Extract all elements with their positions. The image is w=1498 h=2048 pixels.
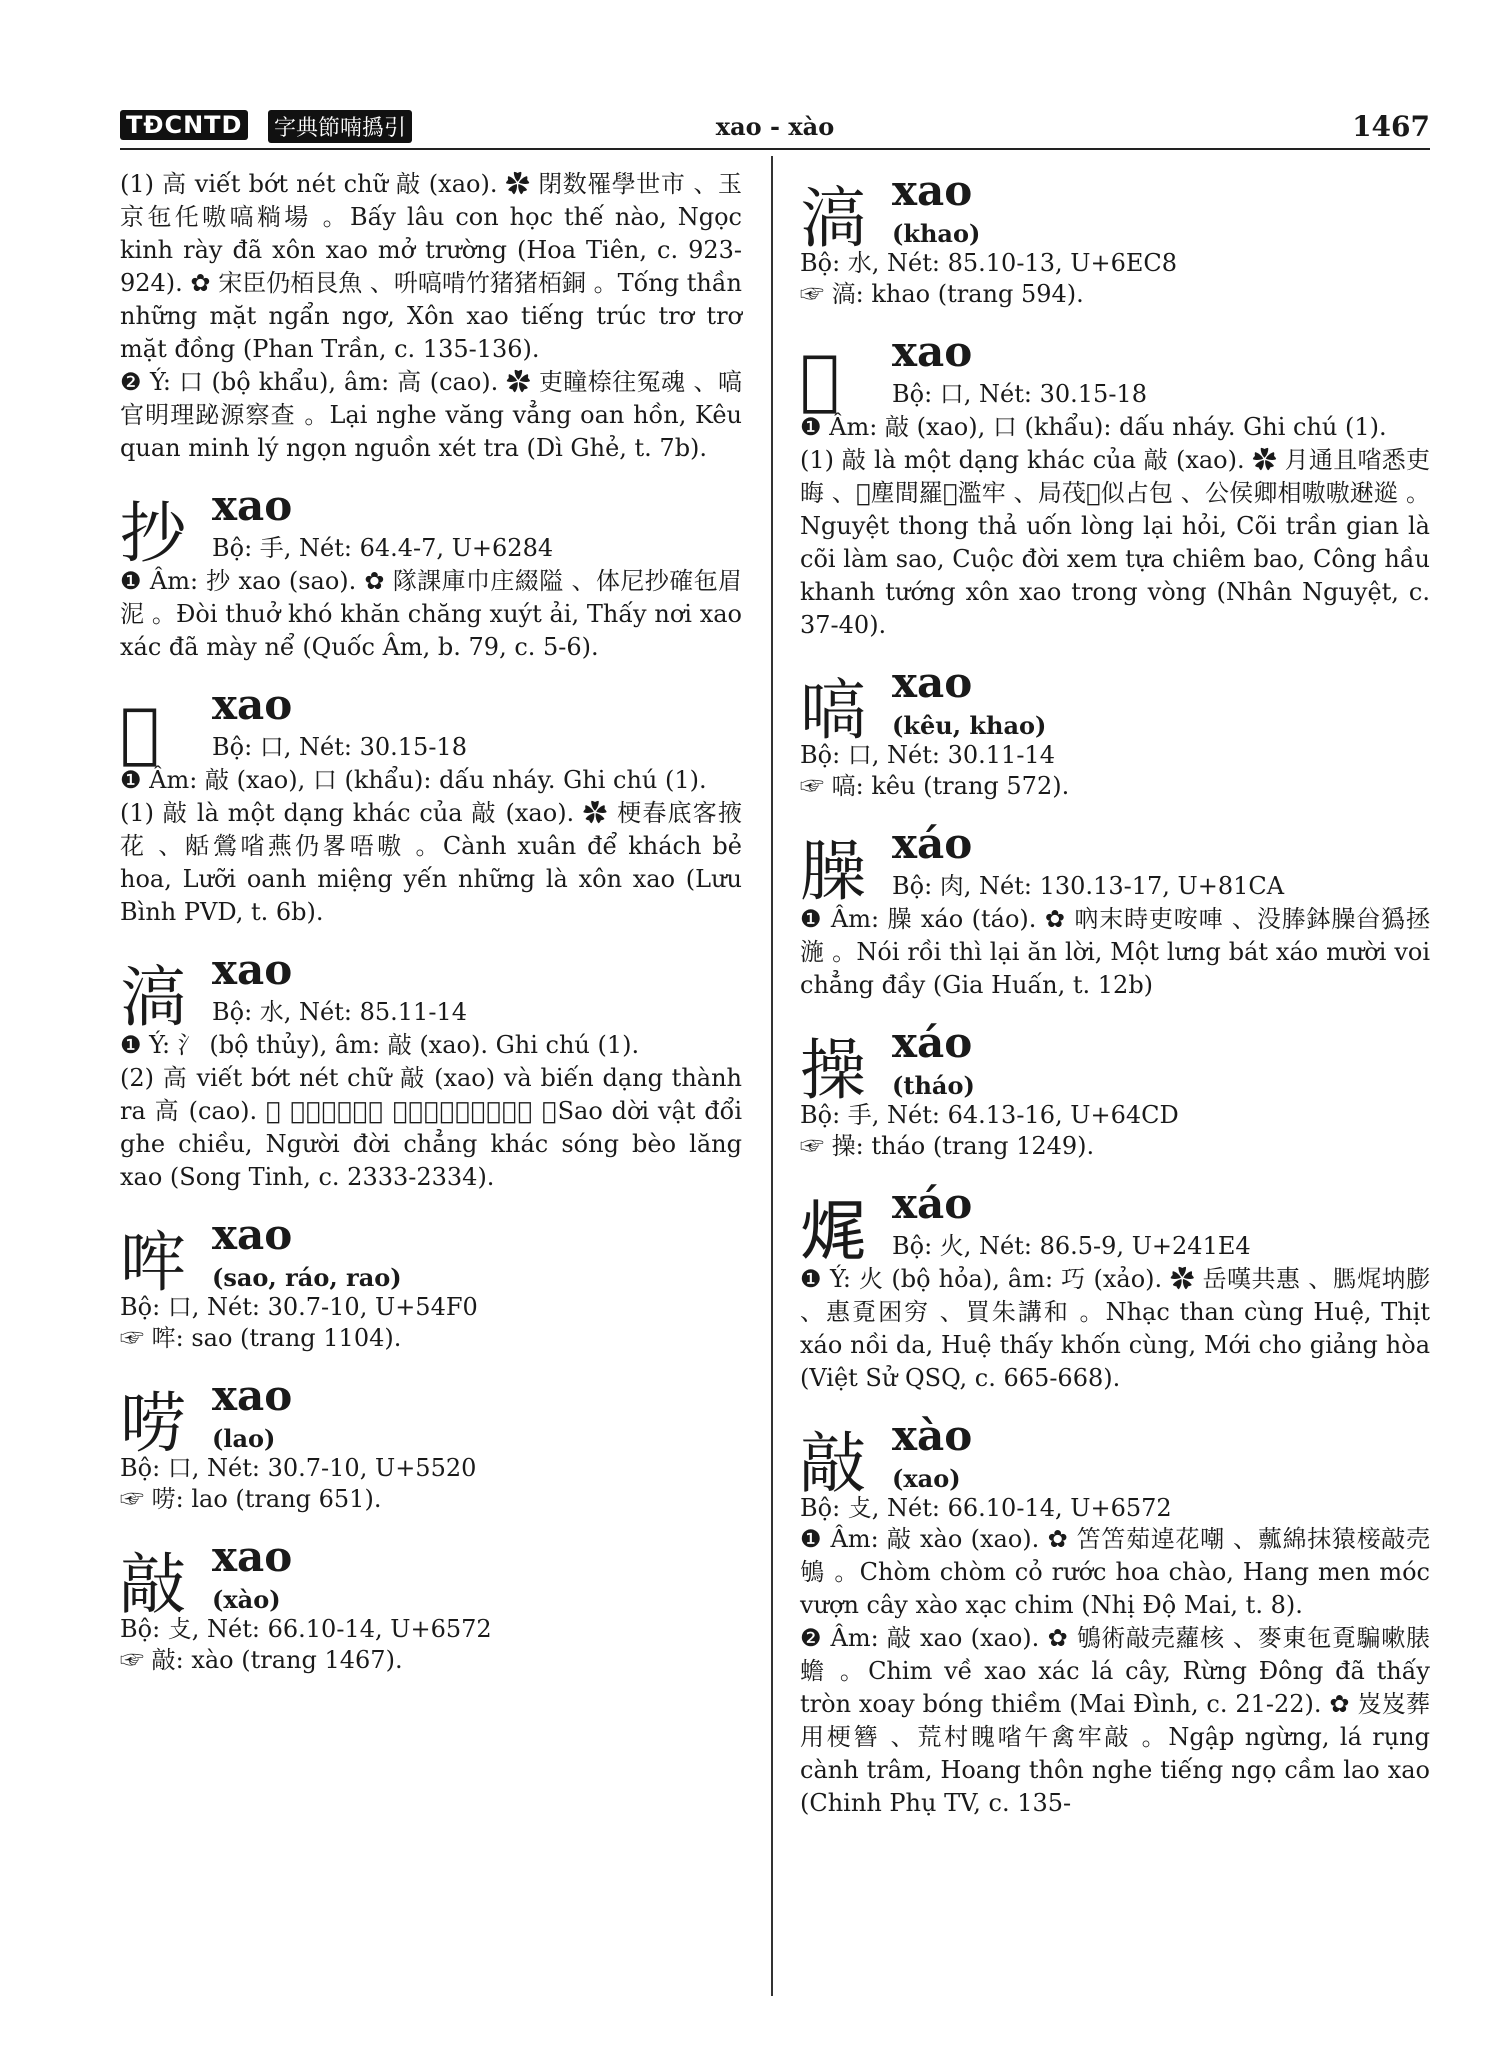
right-column xyxy=(800,168,1430,1838)
entry-paragraph: (1) 高 viết bớt nét chữ 敲 (xao). ✿ 閉数罹學世市 、玉京㐌仛嗷嗃䊑場 。Bấy lâu con học thế nào, Ngọc kinh rày đã xôn xao mở trường (Hoa Tiên, c. 923-924). ✿ 宋臣仍栢艮魚 、呏嗃啃竹猪猪栢銅 。Tống thần những mặt ngẩn ngơ, Xôn xao tiếng trúc trơ trơ mặt đồng (Phan Trần, c. 135-136). xyxy=(120,170,742,363)
dictionary-entry xyxy=(120,483,742,664)
entry-head xyxy=(800,660,1430,770)
entry-head xyxy=(120,945,742,1036)
entry-head xyxy=(120,680,742,771)
entry-head xyxy=(800,819,1430,910)
dictionary-entry xyxy=(800,168,1430,311)
entry-character: 滈 xyxy=(120,959,186,1036)
entry-meta: Bộ: 口, Nét: 30.7-10, U+5520 xyxy=(120,1454,477,1482)
dictionary-entry xyxy=(120,947,742,1194)
entry-headword: xáo xyxy=(892,1018,973,1067)
entry-alternate-readings: (sao, ráo, rao) xyxy=(212,1263,402,1292)
entry-paragraph: ❶ Âm: 抄 xao (sao). ✿ 隊課庫巾庄綴隘 、体尼抄確㐌眉泥 。Đòi thuở khó khăn chăng xuýt ải, Thấy nơi xao xác đã mày nể (Quốc Âm, b. 79, c. 5-6). xyxy=(120,567,742,661)
entry-alternate-readings: (xào) xyxy=(212,1585,281,1614)
dictionary-entry xyxy=(120,1212,742,1355)
entry-meta: Bộ: 口, Nét: 30.7-10, U+54F0 xyxy=(120,1293,478,1321)
entry-character: 唠 xyxy=(120,1385,186,1462)
entry-headword: xao xyxy=(212,1210,293,1259)
dictionary-entry xyxy=(120,682,742,929)
entry-alternate-readings: (kêu, khao) xyxy=(892,711,1047,740)
entry-character: 滈 xyxy=(800,180,866,257)
entry-headword: xao xyxy=(892,658,973,707)
entry-headword: xao xyxy=(212,481,293,530)
publisher-logo: TĐCNTD xyxy=(120,110,248,140)
entry-meta: Bộ: 攴, Nét: 66.10-14, U+6572 xyxy=(800,1494,1172,1522)
entry-paragraph: ❶ Âm: 敲 (xao), 口 (khẩu): dấu nháy. Ghi chú (1). xyxy=(120,766,707,794)
column-divider xyxy=(771,156,773,1996)
entry-meta: Bộ: 攴, Nét: 66.10-14, U+6572 xyxy=(120,1615,492,1643)
running-head: xao - xào xyxy=(715,112,835,141)
entry-paragraph: (1) 敲 là một dạng khác của 敲 (xao). ✿ 梗春底客掖花 、𦧘鶯㗂燕仍畧唔嗷 。Cành xuân để khách bẻ hoa, Lưỡi oanh miệng yến những là xôn xao (Lưu Bình PVD, t. 6b). xyxy=(120,799,742,926)
entry-meta: Bộ: 肉, Nét: 130.13-17, U+81CA xyxy=(892,872,1285,900)
entry-headword: xao xyxy=(212,945,293,994)
entry-headword: xao xyxy=(212,1371,293,1420)
entry-meta: Bộ: 口, Nét: 30.15-18 xyxy=(212,733,467,761)
dictionary-entry xyxy=(120,1373,742,1516)
entry-paragraph: (2) 高 viết bớt nét chữ 敲 (xao) và biến dạng thành ra 高 (cao). ✿ 𣋚移物𢭂稽朝 、得茷𢀨各浐灦㴔滈 。Sao dời vật đổi ghe chiều, Người đời chẳng khác sóng bèo lăng xao (Song Tinh, c. 2333-2334). xyxy=(120,1064,742,1191)
entry-meta: Bộ: 火, Nét: 86.5-9, U+241E4 xyxy=(892,1232,1251,1260)
entry-meta: Bộ: 手, Nét: 64.13-16, U+64CD xyxy=(800,1101,1179,1129)
dictionary-entry xyxy=(800,1413,1430,1820)
entry-alternate-readings: (tháo) xyxy=(892,1071,975,1100)
entry-cross-reference: ☞ 操: tháo (trang 1249). xyxy=(800,1132,1095,1160)
entry-head xyxy=(800,1020,1430,1130)
left-column xyxy=(120,168,742,1695)
entry-cross-reference: ☞ 滈: khao (trang 594). xyxy=(800,280,1084,308)
dictionary-entry xyxy=(800,821,1430,1002)
entry-meta: Bộ: 口, Nét: 30.11-14 xyxy=(800,741,1055,769)
entry-paragraph: (1) 敲 là một dạng khác của 敲 (xao). ✿ 月通且㗂悉吏晦 、𡏦塵間羅𡏦濫牢 、局茷𠶀似占包 、公侯卿相嗷嗷䢤䢨 。Nguyệt thong thả uốn lòng lại hỏi, Cõi trần gian là cõi làm sao, Cuộc đời xem tựa chiêm bao, Công hầu khanh tướng xôn xao trong vòng (Nhân Nguyệt, c. 37-40). xyxy=(800,446,1430,639)
entry-meta: Bộ: 口, Nét: 30.15-18 xyxy=(892,380,1147,408)
dictionary-entry xyxy=(120,1534,742,1677)
entry-paragraph: ❶ Âm: 敲 xào (xao). ✿ 笘笘䓡逴花嘲 、䕯綿抹猿椄敲売鴝 。Chòm chòm cỏ rước hoa chào, Hang men móc vượn cây xào xạc chim (Nhị Độ Mai, t. 8). xyxy=(800,1525,1430,1619)
entry-character: 哰 xyxy=(120,1224,186,1301)
page-number: 1467 xyxy=(1352,110,1430,143)
entry-alternate-readings: (xao) xyxy=(892,1464,961,1493)
entry-head xyxy=(120,1212,742,1322)
dictionary-title-logo: 字典節喃撝引 xyxy=(268,110,412,143)
entry-cross-reference: ☞ 哰: sao (trang 1104). xyxy=(120,1324,402,1352)
entry-head xyxy=(800,168,1430,278)
entry-headword: xao xyxy=(892,166,973,215)
entry-head xyxy=(120,481,742,572)
entry-meta: Bộ: 水, Nét: 85.10-13, U+6EC8 xyxy=(800,249,1177,277)
entry-meta: Bộ: 水, Nét: 85.11-14 xyxy=(212,998,467,1026)
entry-head xyxy=(800,1179,1430,1270)
entry-character: 敲 xyxy=(800,1425,866,1502)
entry-character: 嗃 xyxy=(800,672,866,749)
entry-head xyxy=(800,327,1430,418)
entry-alternate-readings: (khao) xyxy=(892,219,981,248)
entry-character: 抄 xyxy=(120,495,186,572)
entry-paragraph: ❶ Âm: 敲 (xao), 口 (khẩu): dấu nháy. Ghi chú (1). xyxy=(800,413,1387,441)
entry-head xyxy=(120,1373,742,1483)
entry-paragraph: ❷ Ý: 口 (bộ khẩu), âm: 高 (cao). ✿ 吏瞳㮈往冤魂 、嗃官明理䟤源察查 。Lại nghe văng vẳng oan hồn, Kêu quan minh lý ngọn nguồn xét tra (Dì Ghẻ, t. 7b). xyxy=(120,368,742,462)
entry-character: 操 xyxy=(800,1032,866,1109)
entry-head xyxy=(800,1413,1430,1523)
entry-character: 臊 xyxy=(800,833,866,910)
entry-paragraph: ❶ Ý: 火 (bộ hỏa), âm: 巧 (xảo). ✿ 岳嘆共惠 、𦟐𤈦㘨膨 、惠覔困穷 、買朱講和 。Nhạc than cùng Huệ, Thịt xáo nồi da, Huệ thấy khốn cùng, Mới cho giảng hòa (Việt Sử QSQ, c. 665-668). xyxy=(800,1265,1430,1392)
entry-meta: Bộ: 手, Nét: 64.4-7, U+6284 xyxy=(212,534,554,562)
page-header xyxy=(120,108,1430,150)
dictionary-entry xyxy=(800,329,1430,642)
entry-headword: xáo xyxy=(892,1179,973,1228)
entry-headword: xáo xyxy=(892,819,973,868)
entry-headword: xao xyxy=(212,680,293,729)
entry-character: 𠯅 xyxy=(800,341,840,418)
entry-character: 敲 xyxy=(120,1546,186,1623)
entry-cross-reference: ☞ 嗃: kêu (trang 572). xyxy=(800,772,1070,800)
entry-headword: xao xyxy=(212,1532,293,1581)
dictionary-entry xyxy=(800,1020,1430,1163)
entry-character: 𤈦 xyxy=(800,1193,866,1270)
entry-cross-reference: ☞ 唠: lao (trang 651). xyxy=(120,1485,382,1513)
dictionary-entry xyxy=(800,1181,1430,1395)
entry-headword: xao xyxy=(892,327,973,376)
entry-head xyxy=(120,1534,742,1644)
entry-character: 𠯅 xyxy=(120,694,160,771)
entry-paragraph: ❶ Ý: 氵 (bộ thủy), âm: 敲 (xao). Ghi chú (1). xyxy=(120,1031,640,1059)
entry-cross-reference: ☞ 敲: xào (trang 1467). xyxy=(120,1646,403,1674)
entry-paragraph: ❷ Âm: 敲 xao (xao). ✿ 鴝術敲売蘿核 、麥東㐌覔騙嗽脿蟾 。Chim về xao xác lá cây, Rừng Đông đã thấy tròn xoay bóng thiềm (Mai Đình, c. 21-22). ✿ 岌岌葬用梗簪 、荒村䁛㗂午禽牢敲 。Ngập ngừng, lá rụng cành trâm, Hoang thôn nghe tiếng ngọ cầm lao xao (Chinh Phụ TV, c. 135- xyxy=(800,1624,1430,1817)
entry-alternate-readings: (lao) xyxy=(212,1424,276,1453)
entry-paragraph: ❶ Âm: 臊 xáo (táo). ✿ 吶末時吏咹唓 、没䏾鉢臊㒶㺔拯湤 。Nói rồi thì lại ăn lời, Một lưng bát xáo mười voi chẳng đầy (Gia Huấn, t. 12b) xyxy=(800,905,1430,999)
entry-headword: xào xyxy=(892,1411,973,1460)
dictionary-entry xyxy=(800,660,1430,803)
entry-continuation xyxy=(120,168,742,465)
